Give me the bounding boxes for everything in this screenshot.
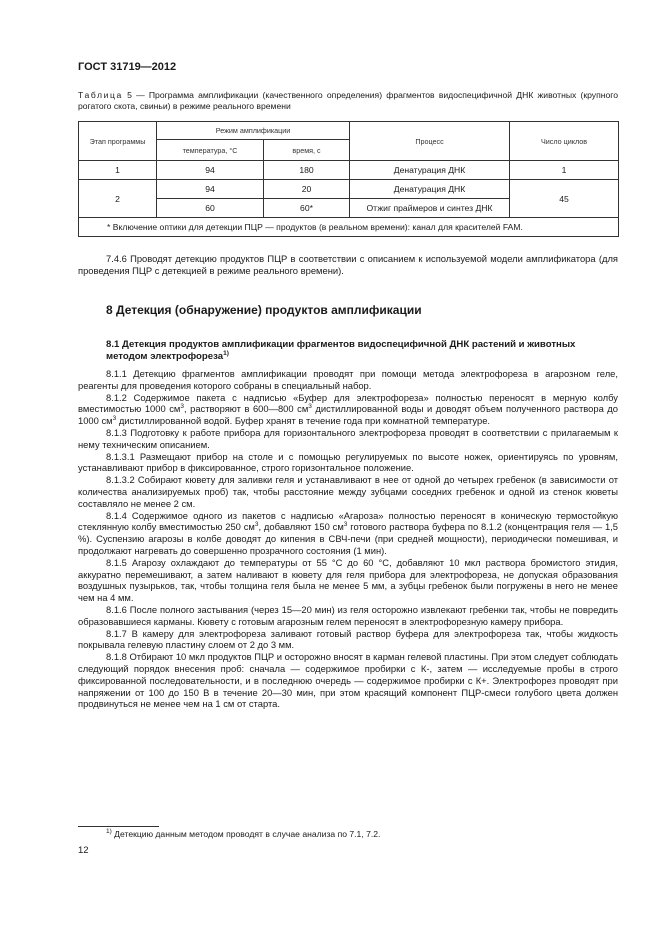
footnote-divider (78, 826, 159, 827)
cell-cycles: 45 (510, 180, 619, 218)
header-mode: Режим амплификации (157, 122, 350, 140)
cell-stage: 1 (79, 161, 157, 180)
amplification-table (78, 121, 619, 237)
header-temperature: температура, °C (157, 140, 264, 161)
cell-cycles: 1 (510, 161, 619, 180)
standard-number: ГОСТ 31719—2012 (78, 61, 177, 73)
p812-part: , растворяют в 600—800 см (183, 403, 309, 415)
header-cycles: Число циклов (510, 122, 619, 161)
paragraph-7-4-6: 7.4.6 Проводят детекцию продуктов ПЦР в соответствии с описанием к используемой модели амплификатора (для проведения ПЦР с детекцией в режиме реального времени). (78, 253, 618, 276)
paragraph-8-1-6: 8.1.6 После полного застывания (через 15—20 мин) из геля осторожно извлекают гребенки так, чтобы не повредить образовавшиеся карманы. Кювету с готовым агарозным гелем переносят в электрофорезную камеру прибора. (78, 603, 618, 627)
table-row (79, 180, 619, 199)
header-process: Процесс (350, 122, 510, 161)
footnote-text: Детекцию данным методом проводят в случае анализа по 7.1, 7.2. (111, 829, 381, 839)
cell-time: 180 (264, 161, 350, 180)
cube-sup: 3 (308, 403, 312, 411)
cube-sup: 3 (254, 521, 259, 529)
table-footnote: * Включение оптики для детекции ПЦР — продуктов (в реальном времени): канал для красителей FAM. (79, 218, 619, 237)
section-8-1-body (78, 368, 618, 710)
paragraph-8-1-1: 8.1.1 Детекцию фрагментов амплификации проводят при помощи метода электрофореза в агарозном геле, реагенты для проведения которого собраны в специальный набор. (78, 368, 618, 391)
paragraph-8-1-8: 8.1.8 Отбирают 10 мкл продуктов ПЦР и осторожно вносят в карман гелевой пластины. При этом следует соблюдать следующий порядок внесения проб: сначала — содержимое пробирки с К-, затем — исследуемые пробы в строго фиксированной последовательности, и в последнюю очередь — содержимое пробирки с К+. Электрофорез проводят при напряжении от 100 до 150 В в течение 20—30 мин, при этом красящий компонент ПЦР-смеси голубого цвета должен продвинуться не менее чем на 1 см от старта. (78, 651, 618, 710)
cell-time: 20 (264, 180, 350, 199)
p814-part: готового раствора буфера по 8.1.2 (концентрация геля — 1,5 %). Суспензию агарозы в колбе доводят до кипения в СВЧ-печи (при средней мощности), периодически помешивая, и продолжают нагревать до совершенно прозрачного состояния (1 мин). (78, 521, 618, 556)
p814-part: 8.1.4 Содержимое одного из пакетов с надписью «Агароза» полностью переносят в коническую термостойкую стеклянную колбу вместимостью 250 см (78, 509, 618, 533)
cube-sup: 3 (112, 415, 117, 423)
table-caption (78, 90, 618, 112)
header-time: время, с (264, 140, 350, 161)
paragraph-8-1-4 (78, 510, 618, 557)
p812-part: дистиллированной воды и доводят объем полученного раствора до 1000 см (78, 403, 618, 427)
p812-part: дистиллированной водой. Буфер хранят в течение года при комнатной температуре. (116, 415, 491, 427)
cell-process: Отжиг праймеров и синтез ДНК (350, 199, 510, 218)
table-caption-label: Таблица (78, 90, 123, 100)
paragraph-8-1-7: 8.1.7 В камеру для электрофореза заливают готовый раствор буфера для электрофореза так, чтобы жидкость покрывала гелевую пластину слоем от 2 до 3 мм. (78, 627, 618, 651)
cube-sup: 3 (343, 521, 348, 529)
paragraph-8-1-2 (78, 392, 618, 427)
paragraph-8-1-3-1: 8.1.3.1 Размещают прибор на столе и с помощью регулируемых по высоте ножек, ориентируясь по уровням, устанавливают прибор в фиксированное, строго горизонтальное положение. (78, 450, 618, 474)
page-number: 12 (78, 845, 89, 856)
header-stage: Этап программы (79, 122, 157, 161)
table-row (79, 161, 619, 180)
section-8-1-title (106, 339, 606, 363)
paragraph-7-4-6-block (78, 253, 618, 277)
cube-sup: 3 (180, 403, 184, 411)
footnote (106, 829, 380, 839)
cell-process: Денатурация ДНК (350, 161, 510, 180)
paragraph-8-1-3: 8.1.3 Подготовку к работе прибора для горизонтального электрофореза проводят в соответствии с прилагаемым к нему техническим описанием. (78, 426, 618, 450)
table-caption-text: 5 — Программа амплификации (качественного определения) фрагментов видоспецифичной ДНК животных (крупного рогатого скота, свиньи) в режиме реального времени (78, 90, 618, 111)
cell-temperature: 94 (157, 180, 264, 199)
paragraph-8-1-5: 8.1.5 Агарозу охлаждают до температуры от 55 °C до 60 °C, добавляют 10 мкл раствора бромистого этидия, аккуратно перемешивают, а затем наливают в кювету для геля прибора для электрофореза, не допуская образования воздушных пузырьков, так, чтобы толщина геля была не менее 5 мм, а зубцы гребенок были погружены в него не менее чем на 4 мм. (78, 556, 618, 604)
paragraph-8-1-3-2: 8.1.3.2 Собирают кювету для заливки геля и устанавливают в нее от одной до четырех гребенок (в зависимости от количества анализируемых проб) так, чтобы расстояние между зубцами соседних гребенок и одной из стенок кюветы составляло не менее 2 см. (78, 474, 618, 509)
cell-temperature: 60 (157, 199, 264, 218)
cell-process: Денатурация ДНК (350, 180, 510, 199)
p814-part: , добавляют 150 см (258, 521, 344, 533)
section-8-title: 8 Детекция (обнаружение) продуктов амплификации (106, 303, 422, 317)
footnote-marker: 1) (106, 828, 112, 836)
cell-temperature: 94 (157, 161, 264, 180)
cell-time: 60* (264, 199, 350, 218)
section-8-1-footnote-ref: 1) (223, 349, 229, 357)
section-8-1-title-text: 8.1 Детекция продуктов амплификации фрагментов видоспецифичной ДНК растений и животных методом электрофореза (106, 339, 576, 362)
p812-part: 8.1.2 Содержимое пакета с надписью «Буфер для электрофореза» полностью переносят в мерную колбу вместимостью 1000 см (78, 391, 618, 415)
cell-stage: 2 (79, 180, 157, 218)
